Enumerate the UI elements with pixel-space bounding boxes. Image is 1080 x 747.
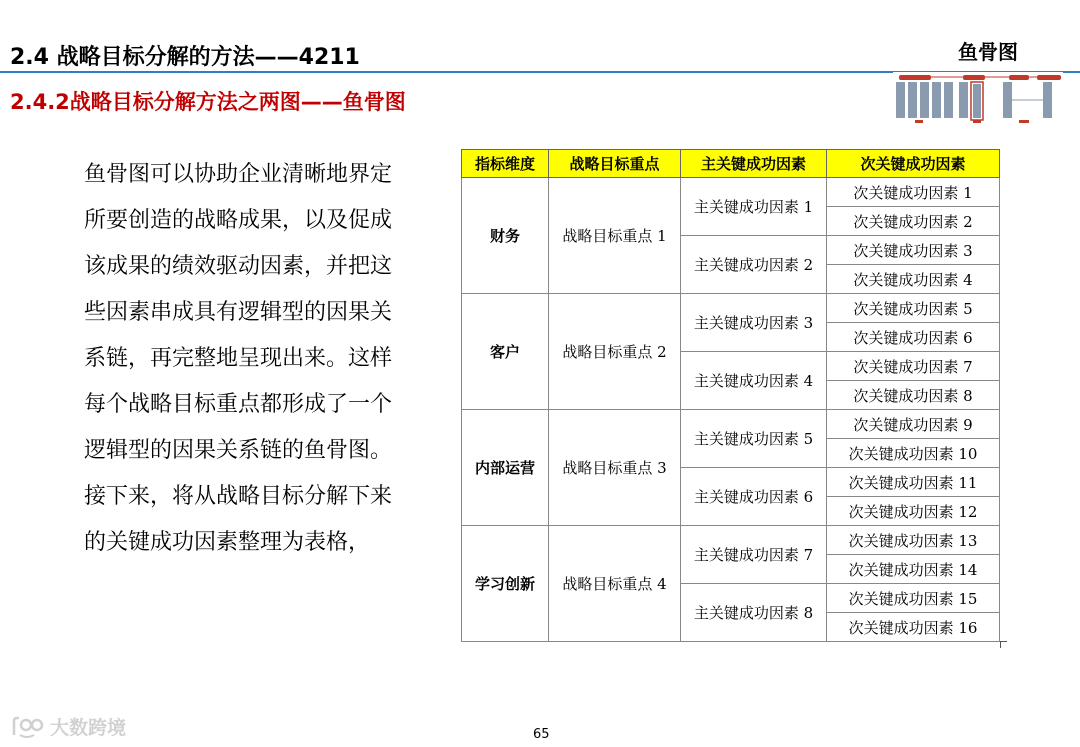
success-factor-table-container xyxy=(461,149,1000,642)
secondary-factor-cell: 次关键成功因素 14 xyxy=(827,555,1000,584)
dimension-cell: 学习创新 xyxy=(462,526,549,642)
corner-label: 鱼骨图 xyxy=(958,40,1018,64)
table-row xyxy=(462,294,1000,323)
focus-cell: 战略目标重点 3 xyxy=(549,410,681,526)
header-secondary-factor: 次关键成功因素 xyxy=(827,150,1000,178)
secondary-factor-cell: 次关键成功因素 5 xyxy=(827,294,1000,323)
secondary-factor-cell: 次关键成功因素 8 xyxy=(827,381,1000,410)
secondary-factor-cell: 次关键成功因素 1 xyxy=(827,178,1000,207)
secondary-factor-cell: 次关键成功因素 12 xyxy=(827,497,1000,526)
secondary-factor-cell: 次关键成功因素 4 xyxy=(827,265,1000,294)
watermark-logo-icon xyxy=(10,715,44,739)
secondary-factor-cell: 次关键成功因素 10 xyxy=(827,439,1000,468)
watermark-text: 大数跨境 xyxy=(50,717,127,739)
secondary-factor-cell: 次关键成功因素 9 xyxy=(827,410,1000,439)
table-row xyxy=(462,178,1000,207)
primary-factor-cell: 主关键成功因素 8 xyxy=(681,584,827,642)
secondary-factor-cell: 次关键成功因素 2 xyxy=(827,207,1000,236)
primary-factor-cell: 主关键成功因素 2 xyxy=(681,236,827,294)
dimension-cell: 内部运营 xyxy=(462,410,549,526)
fishbone-thumbnail-icon xyxy=(893,72,1063,124)
primary-factor-cell: 主关键成功因素 1 xyxy=(681,178,827,236)
table-body xyxy=(462,178,1000,642)
focus-cell: 战略目标重点 1 xyxy=(549,178,681,294)
body-paragraph: 鱼骨图可以协助企业清晰地界定所要创造的战略成果，以及促成该成果的绩效驱动因素，并把这些因素串成具有逻辑型的因果关系链，再完整地呈现出来。这样每个战略目标重点都形成了一个逻辑型的因果关系链的鱼骨图。接下来，将从战略目标分解下来的关键成功因素整理为表格， xyxy=(84,162,393,555)
secondary-factor-cell: 次关键成功因素 7 xyxy=(827,352,1000,381)
focus-cell: 战略目标重点 2 xyxy=(549,294,681,410)
primary-factor-cell: 主关键成功因素 5 xyxy=(681,410,827,468)
table-row xyxy=(462,410,1000,439)
header-focus: 战略目标重点 xyxy=(549,150,681,178)
secondary-factor-cell: 次关键成功因素 16 xyxy=(827,613,1000,642)
primary-factor-cell: 主关键成功因素 7 xyxy=(681,526,827,584)
header-dimension: 指标维度 xyxy=(462,150,549,178)
dimension-cell: 客户 xyxy=(462,294,549,410)
secondary-factor-cell: 次关键成功因素 15 xyxy=(827,584,1000,613)
focus-cell: 战略目标重点 4 xyxy=(549,526,681,642)
table-row xyxy=(462,526,1000,555)
section-subtitle: 2.4.2战略目标分解方法之两图——鱼骨图 xyxy=(10,90,406,114)
primary-factor-cell: 主关键成功因素 4 xyxy=(681,352,827,410)
page-number: 65 xyxy=(533,727,550,742)
primary-factor-cell: 主关键成功因素 3 xyxy=(681,294,827,352)
success-factor-table xyxy=(461,149,1000,642)
watermark xyxy=(10,713,126,740)
secondary-factor-cell: 次关键成功因素 3 xyxy=(827,236,1000,265)
secondary-factor-cell: 次关键成功因素 13 xyxy=(827,526,1000,555)
secondary-factor-cell: 次关键成功因素 6 xyxy=(827,323,1000,352)
corner-mark xyxy=(1000,641,1007,648)
dimension-cell: 财务 xyxy=(462,178,549,294)
header-primary-factor: 主关键成功因素 xyxy=(681,150,827,178)
secondary-factor-cell: 次关键成功因素 11 xyxy=(827,468,1000,497)
primary-factor-cell: 主关键成功因素 6 xyxy=(681,468,827,526)
table-header-row xyxy=(462,150,1000,178)
page-title: 2.4 战略目标分解的方法——4211 xyxy=(10,45,360,70)
